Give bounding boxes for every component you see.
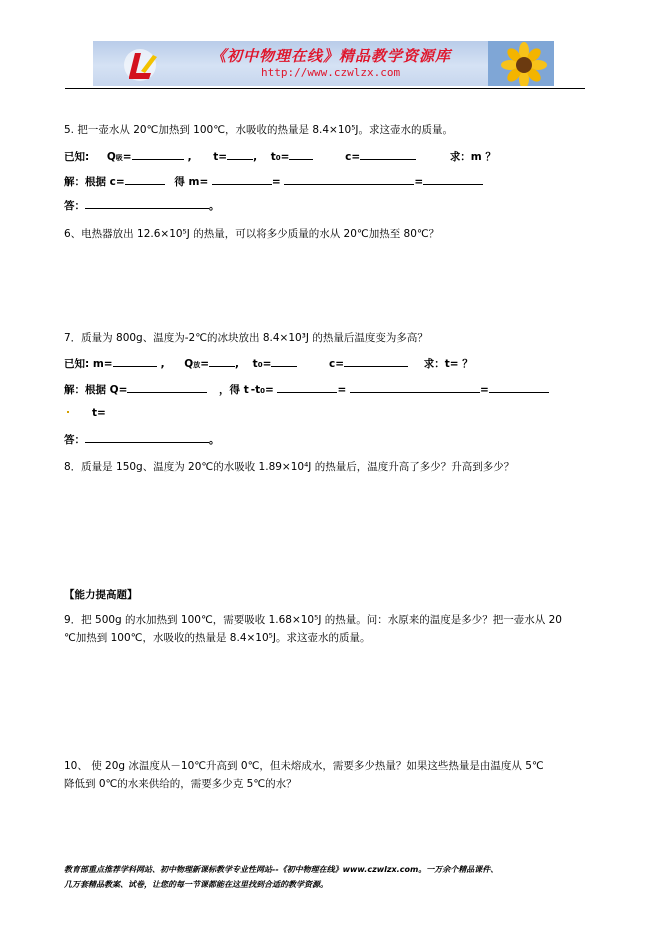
footer-line1: 教育部重点推荐学科网站、初中物理新课标教学专业性网站--《初中物理在线》www.czwlzx.com。一万余个精品课件、: [64, 865, 499, 874]
q5-known-label: 已知:: [64, 151, 90, 163]
q5-known-q: Q: [106, 151, 116, 163]
q7-known-q: Q: [184, 358, 194, 370]
q7-solve-label: 解：根据 Q=: [64, 384, 128, 396]
q7-eq-5: =: [479, 384, 489, 396]
q10-line1: 10、 使 20g 冰温度从－10℃升高到 0℃，但未熔成水，需要多少热量？如果这些热量是由温度从 5℃: [64, 760, 544, 772]
q7-answer-line: 答： 。: [64, 434, 220, 446]
q5-eq-2: =: [280, 151, 290, 163]
q7-blank-c[interactable]: [344, 356, 408, 367]
q7-known-label: 已知: m=: [64, 358, 113, 370]
section-title: 【能力提高题】: [64, 589, 138, 601]
q7-known-t0-sub: 0: [257, 361, 263, 369]
q5-blank-t0[interactable]: [289, 149, 313, 160]
q5-blank-t[interactable]: [227, 149, 253, 160]
q7-solve-de: ，得 t: [219, 384, 249, 396]
q10-line2: 降低到 0℃的水来供给的，需要多少克 5℃的水？: [64, 778, 297, 790]
bullet-dot: [67, 411, 69, 413]
q7-known-t0: t: [252, 358, 258, 370]
q7-eq-1: =: [200, 358, 209, 370]
q7-answer-label: 答：: [64, 434, 85, 446]
q7-blank-solve-q[interactable]: [127, 382, 207, 393]
q7-known-q-sub: 放: [193, 361, 201, 369]
q7-solve-t0: t: [255, 384, 261, 396]
q6-text: 6、电热器放出 12.6×10⁵J 的热量，可以将多少质量的水从 20℃加热至 80℃？: [64, 228, 440, 240]
q7-solve-line: 解：根据 Q= ，得 t -t0= = =: [64, 382, 549, 397]
q5-eq-4: =: [414, 176, 424, 188]
q8-text: 8．质量是 150g、温度为 20℃的水吸收 1.89×10⁴J 的热量后，温度升高了多少？升高到多少？: [64, 461, 515, 473]
q5-blank-solve-1[interactable]: [212, 174, 272, 185]
site-logo-icon: [121, 45, 159, 83]
q7-blank-solve-1[interactable]: [277, 382, 337, 393]
header-rule: [65, 88, 585, 89]
q7-blank-m[interactable]: [113, 356, 157, 367]
q5-known-t0-sub: 0: [275, 154, 281, 162]
q7-blank-answer[interactable]: [85, 432, 209, 443]
q5-known-q-sub: 吸: [115, 154, 123, 162]
q7-eq-3: =: [265, 384, 274, 396]
q7-blank-t0[interactable]: [271, 356, 297, 367]
q7-blank-solve-3[interactable]: [489, 382, 549, 393]
q5-known-line: 已知: Q吸= , t= , t0= c= 求：m ？: [64, 151, 496, 163]
q5-eq-3: =: [271, 176, 281, 188]
q5-blank-solve-3[interactable]: [423, 174, 483, 185]
banner-url[interactable]: http://www.czwlzx.com: [261, 66, 401, 79]
q5-solve-de: 得 m=: [174, 176, 209, 188]
q5-known-t0: t: [270, 151, 276, 163]
header-banner: [93, 41, 554, 86]
q5-answer-line: 答： 。: [64, 200, 220, 212]
q5-eq-1: =: [122, 151, 132, 163]
q7-text: 7．质量为 800g、温度为-2℃的冰块放出 8.4×10³J 的热量后温度变为多高？: [64, 332, 428, 344]
q7-solve-t0-sub: 0: [260, 387, 265, 395]
q7-eq-4: =: [337, 384, 347, 396]
q5-blank-answer[interactable]: [85, 198, 209, 209]
q7-ask: 求：t= ？: [423, 358, 473, 370]
q5-blank-q[interactable]: [132, 149, 184, 160]
sunflower-image: [488, 41, 554, 86]
q5-ask: 求：m ？: [449, 151, 496, 163]
q7-blank-solve-2[interactable]: [350, 382, 480, 393]
q7-blank-q[interactable]: [209, 356, 235, 367]
q5-known-c: c=: [345, 151, 361, 163]
banner-title: 《初中物理在线》精品教学资源库: [211, 47, 452, 65]
footer-line2: 几万套精品教案、试卷，让您的每一节课都能在这里找到合适的教学资源。: [64, 880, 328, 889]
q7-known-c: c=: [329, 358, 345, 370]
q7-eq-2: =: [262, 358, 272, 370]
q5-solve-line: [64, 174, 483, 189]
q7-t-line: t=: [92, 407, 106, 419]
q9-line1: 9．把 500g 的水加热到 100℃，需要吸收 1.68×10⁵J 的热量。问：水原来的温度是多少？把一壶水从 20: [64, 614, 562, 626]
q7-known-line: 已知: m= , Q放= , t0= c= 求：t= ？: [64, 358, 473, 370]
q5-answer-label: 答：: [64, 200, 85, 212]
q5-solve-label: 解：根据 c=: [64, 176, 125, 188]
q5-blank-solve-c[interactable]: [125, 174, 165, 185]
q5-known-t: t=: [213, 151, 228, 163]
q9-line2: ℃加热到 100℃，水吸收的热量是 8.4×10⁵J。求这壶水的质量。: [64, 632, 371, 644]
q5-blank-c[interactable]: [360, 149, 416, 160]
q5-blank-solve-2[interactable]: [284, 174, 414, 185]
q5-text: 5. 把一壶水从 20℃加热到 100℃，水吸收的热量是 8.4×10⁵J。求这壶水的质量。: [64, 124, 454, 136]
